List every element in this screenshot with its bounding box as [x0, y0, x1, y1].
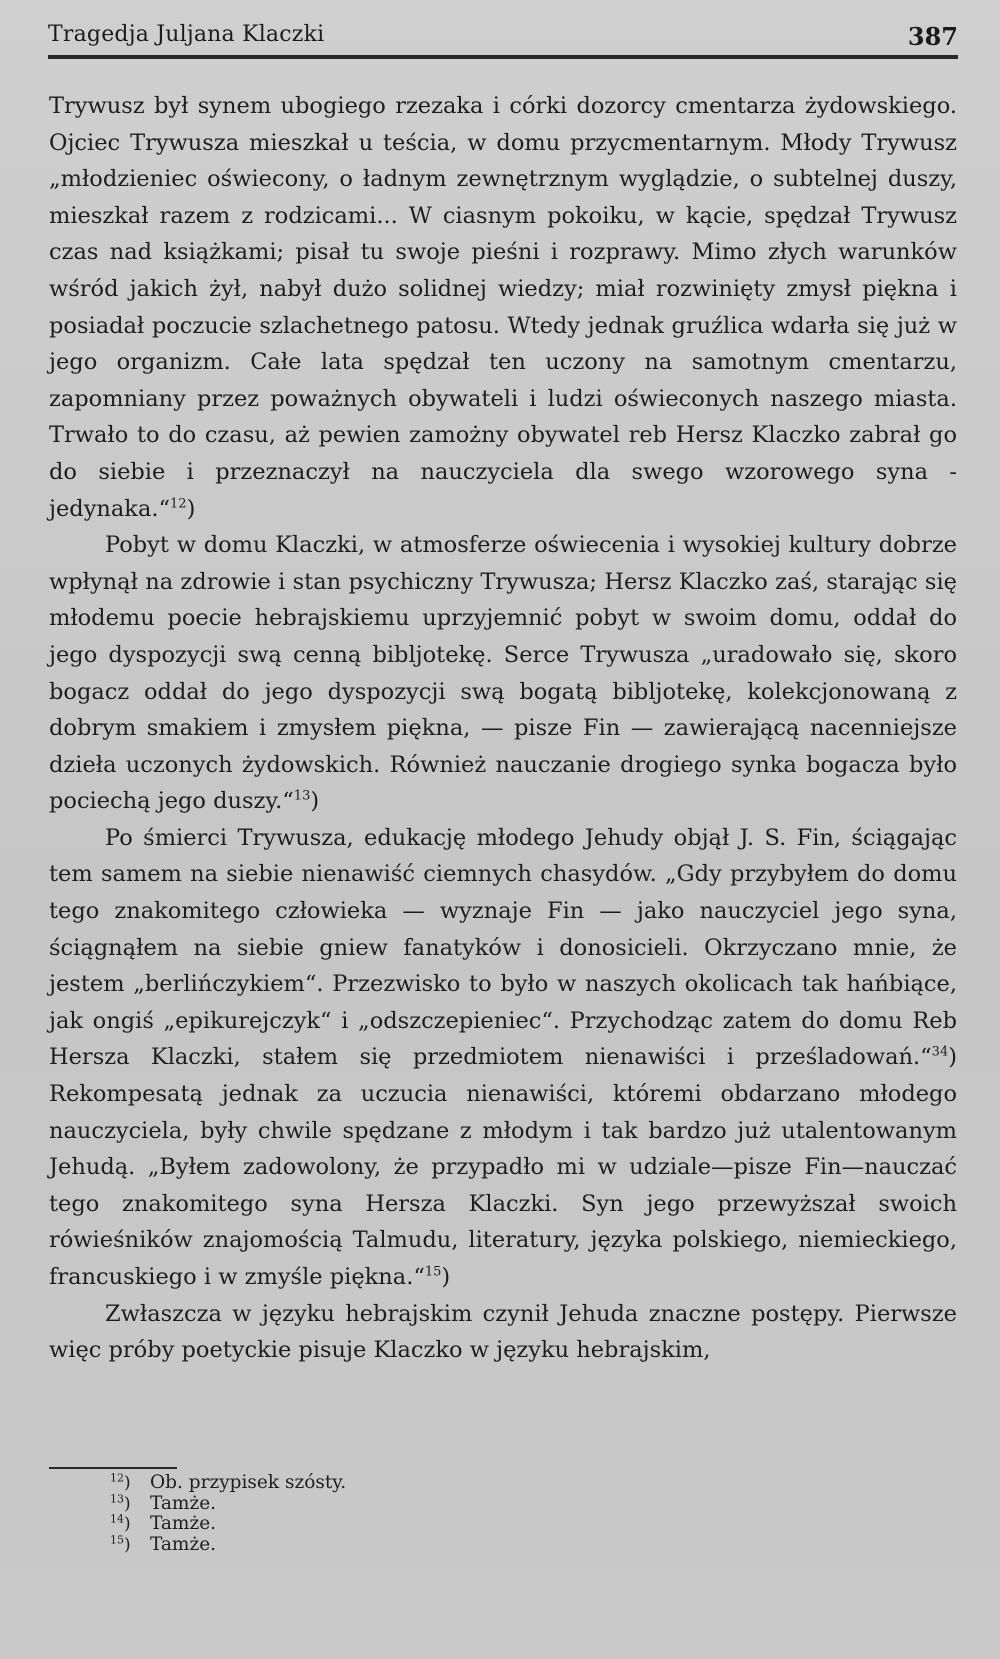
footnotes: [110, 1473, 610, 1555]
header-rule: [48, 55, 958, 59]
footnote: $^{14}$) Tamże.: [110, 1512, 217, 1534]
footnote-number: 14: [110, 1512, 124, 1526]
footnote-text: Tamże.: [150, 1492, 217, 1514]
footnote-ref: 12: [170, 496, 187, 512]
paragraph-tail: ): [310, 788, 320, 815]
footnote-number: 15: [110, 1532, 124, 1546]
paragraph-tail: ): [186, 495, 196, 522]
footnote-text: Tamże.: [150, 1533, 217, 1555]
running-title: Tragedja Juljana Klaczki: [48, 22, 325, 47]
footnote-text: Ob. przypisek szósty.: [150, 1472, 347, 1493]
paragraph-tail: ): [441, 1264, 451, 1290]
page-number: 387: [907, 22, 958, 51]
paragraph-2: [49, 527, 957, 820]
paragraph-text: Trywusz był synem ubogiego rzezaka i córki dozorcy cmentarza żydowskiego. Ojciec Trywusza mieszkał u teścia, w domu przycmentarnym. Młody Trywusz „młodzieniec oświecony, o ładnym zewnętrznym wyglądzie, o subtelnej duszy, mieszkał razem z rodzicami... W ciasnym pokoiku, w kącie, spędzał Trywusz czas nad książkami; pisał tu swoje pieśni i rozprawy. Mimo złych warunków wśród jakich żył, nabył dużo solidnej wiedzy; miał rozwinięty zmysł piękna i posiadał poczucie szlachetnego patosu. Wtedy jednak gruźlica wdarła się już w jego organizm. Całe lata spędzał ten uczony na samotnym cmentarzu, zapomniany przez poważnych obywateli i ludzi oświeconych naszego miasta. Trwało to do czasu, aż pewien zamożny obywatel reb Hersz Klaczko zabrał go do siebie i przeznaczył na nauczyciela dla swego wzorowego syna - jedynaka.“: [49, 93, 957, 522]
paragraph-3: [49, 820, 957, 1296]
footnote: $^{13}$) Tamże.: [110, 1491, 217, 1514]
footnote: $^{12}$) Ob. przypisek szósty.: [110, 1471, 347, 1493]
footnote-number: 13: [110, 1491, 124, 1505]
paragraph-1: [49, 88, 957, 527]
footnote: $^{15}$) Tamże.: [110, 1532, 217, 1555]
footnote-text: Tamże.: [150, 1513, 217, 1534]
paragraph-4: [49, 1296, 957, 1369]
footnote-ref: 15: [424, 1264, 442, 1280]
paragraph-text: Pobyt w domu Klaczki, w atmosferze oświecenia i wysokiej kultury dobrze wpłynął na zdrowie i stan psychiczny Trywusza; Hersz Klaczko zaś, starając się młodemu poecie hebrajskiemu uprzyjemnić pobyt w swoim domu, oddał do jego dyspozycji swą cenną bibljotekę. Serce Trywusza „uradowało się, skoro bogacz oddał do jego dyspozycji swą bogatą bibljotekę, kolekcjonowaną z dobrym smakiem i zmysłem piękna, — pisze Fin — zawierającą nacenniejsze dzieła uczonych żydowskich. Również nauczanie drogiego synka bogacza było pociechą jego duszy.“: [49, 532, 957, 815]
paragraph-text: Po śmierci Trywusza, edukację młodego Jehudy objął J. S. Fin, ściągając tem samem na siebie nienawiść ciemnych chasydów. „Gdy przybyłem do domu tego znakomitego człowieka — wyznaje Fin — jako nauczyciel jego syna, ściągnąłem na siebie gniew fanatyków i donosicieli. Okrzyczano mnie, że jestem „berlińczykiem“. Przezwisko to było w naszych okolicach tak hańbiące, jak ongiś „epikurejczyk“ i „odszczepieniec“. Przychodząc zatem do domu Reb Hersza Klaczki, stałem się przedmiotem nienawiści i prześladowań.“: [49, 824, 957, 1071]
footnote-number: 12: [110, 1471, 124, 1485]
footnote-ref: 13: [293, 788, 311, 804]
body-text: [49, 88, 957, 1369]
footnote-ref: 34: [931, 1044, 949, 1060]
paragraph-text: Zwłaszcza w języku hebrajskim czynił Jehuda znaczne postępy. Pierwsze więc próby poetyckie pisuje Klaczko w języku hebrajskim,: [49, 1300, 957, 1364]
footnote-rule: [49, 1467, 177, 1469]
running-header: [48, 22, 958, 52]
paragraph-text-continued: ) Rekompesatą jednak za uczucia nienawiści, któremi obdarzano młodego nauczyciela, były chwile spędzane z młodym i tak bardzo już utalentowanym Jehudą. „Byłem zadowolony, że przypadło mi w udziale—pisze Fin—nauczać tego znakomitego syna Hersza Klaczki. Syn jego przewyższał swoich rówieśników znajomością Talmudu, literatury, języka polskiego, niemieckiego, francuskiego i w zmyśle piękna.“: [49, 1044, 957, 1290]
